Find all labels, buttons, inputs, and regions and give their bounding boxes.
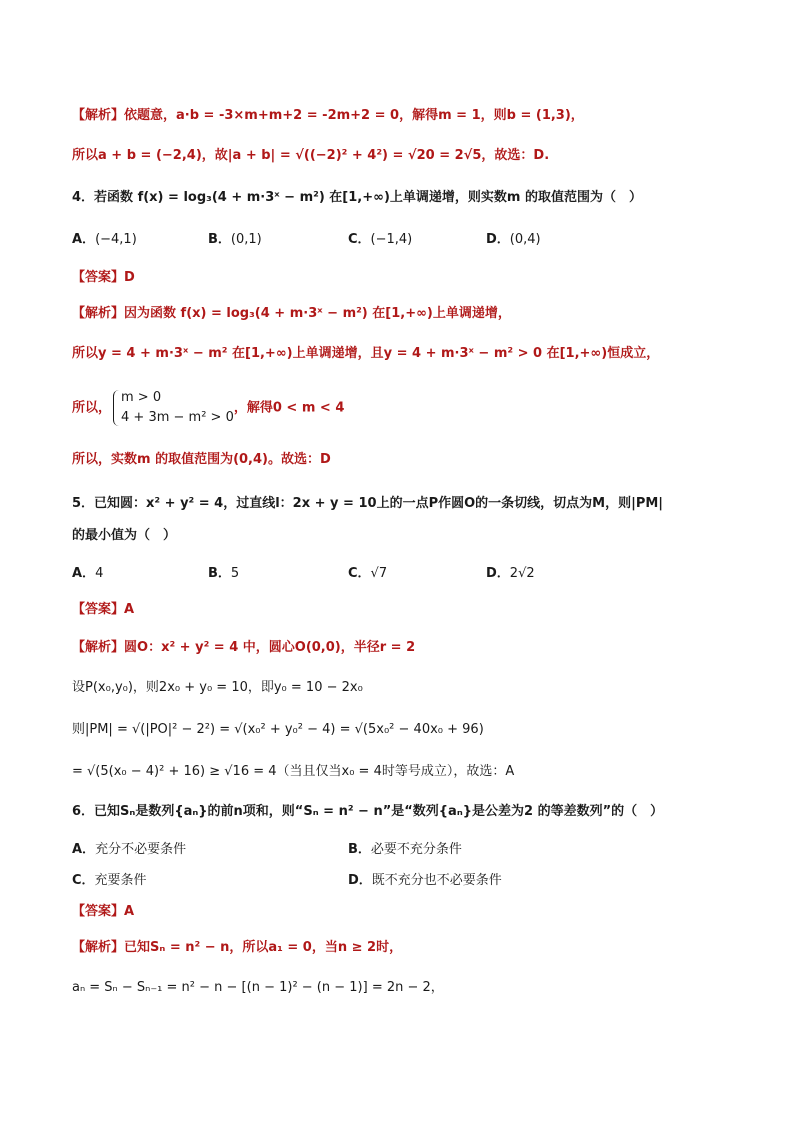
q4-analysis-line-1 [72, 304, 734, 324]
q4-system-brace [111, 388, 234, 428]
answer-label: 【答案】 [72, 602, 125, 617]
q6-analysis-line-2: aₙ = Sₙ − Sₙ₋₁ = n² − n − [(n − 1)² − (n − 1)] = 2n − 2， [72, 980, 444, 995]
q4-analysis-line-4 [72, 450, 734, 470]
q6-option-a: A．充分不必要条件 [72, 842, 187, 857]
q5-option-a: A．4 [72, 566, 104, 581]
q6-analysis-text-1: 已知Sₙ = n² − n，所以a₁ = 0，当n ≥ 2时， [124, 940, 403, 955]
q4-analysis-line-3 [72, 388, 734, 429]
q6-analysis-line-1 [72, 938, 734, 958]
q4-analysis-text-2: 所以y = 4 + m·3ˣ − m² 在[1,+∞)上单调递增，且y = 4 + m·3ˣ − m² > 0 在[1,+∞)恒成立， [72, 346, 660, 361]
q5-analysis-line-4 [72, 762, 734, 782]
answer-value: A [124, 904, 135, 919]
q3-analysis-line-2 [72, 146, 734, 166]
q5-analysis-line-2: 设P(x₀,y₀)，则2x₀ + y₀ = 10，即y₀ = 10 − 2x₀ [72, 680, 363, 695]
q5-answer [72, 600, 734, 620]
q4-analysis-prefix: 所以， [72, 400, 112, 416]
q6-answer [72, 902, 734, 922]
q3-analysis-text-2: 所以a + b = (−2,4)，故|a + b| = √((−2)² + 4²) = √20 = 2√5，故选：D. [72, 148, 550, 163]
q4-case-2: 4 + 3m − m² > 0 [121, 410, 234, 425]
q5-analysis-line-1 [72, 638, 734, 658]
q6-stem: 6．已知Sₙ是数列{aₙ}的前n项和，则“Sₙ = n² − n”是“数列{aₙ}是公差为2 的等差数列”的（ ） [72, 804, 664, 819]
q4-answer [72, 268, 734, 288]
q5-stem-line-2: 的最小值为（ ） [72, 528, 177, 543]
q5-option-c: C．√7 [348, 566, 388, 581]
answer-label: 【答案】 [72, 270, 125, 285]
q4-option-c: C．(−1,4) [348, 232, 413, 247]
q5-option-d: D．2√2 [486, 566, 535, 581]
q4-option-d: D．(0,4) [486, 232, 541, 247]
q6-option-c: C．充要条件 [72, 873, 147, 888]
q5-analysis-text-1: 圆O：x² + y² = 4 中，圆心O(0,0)，半径r = 2 [124, 640, 416, 655]
q4-analysis-line-2 [72, 344, 734, 364]
q4-stem: 4．若函数 f(x) = log₃(4 + m·3ˣ − m²) 在[1,+∞)上单调递增，则实数m 的取值范围为（ ） [72, 190, 642, 205]
q4-option-b: B．(0,1) [208, 232, 262, 247]
q4-case-1: m > 0 [121, 390, 162, 405]
q5-stem-line-1: 5．已知圆：x² + y² = 4，过直线l：2x + y = 10上的一点P作圆O的一条切线，切点为M，则|PM| [72, 496, 664, 511]
q4-analysis-suffix: ，解得0 < m < 4 [233, 400, 345, 416]
q4-analysis-text-4: 所以，实数m 的取值范围为(0,4)。故选：D [72, 452, 331, 467]
answer-value: D [124, 270, 135, 285]
analysis-label: 【解析】 [72, 306, 125, 321]
analysis-label: 【解析】 [72, 108, 125, 123]
q3-analysis-line-1 [72, 106, 734, 126]
answer-label: 【答案】 [72, 904, 125, 919]
q5-option-b: B．5 [208, 566, 240, 581]
analysis-label: 【解析】 [72, 640, 125, 655]
answer-value: A [124, 602, 135, 617]
q5-analysis-line-3: 则|PM| = √(|PO|² − 2²) = √(x₀² + y₀² − 4) = √(5x₀² − 40x₀ + 96) [72, 722, 484, 737]
q5-analysis-text-4: = √(5(x₀ − 4)² + 16) ≥ √16 = 4（当且仅当x₀ = 4时等号成立），故选：A [72, 764, 515, 779]
q6-option-b: B．必要不充分条件 [348, 842, 462, 857]
analysis-label: 【解析】 [72, 940, 125, 955]
q4-analysis-text-1: 因为函数 f(x) = log₃(4 + m·3ˣ − m²) 在[1,+∞)上单调递增， [124, 306, 511, 321]
q6-option-d: D．既不充分也不必要条件 [348, 873, 502, 888]
q4-option-a: A．(−4,1) [72, 232, 137, 247]
q3-analysis-text-1: 依题意，a·b = -3×m+m+2 = -2m+2 = 0，解得m = 1，则b = (1,3)， [124, 108, 584, 123]
